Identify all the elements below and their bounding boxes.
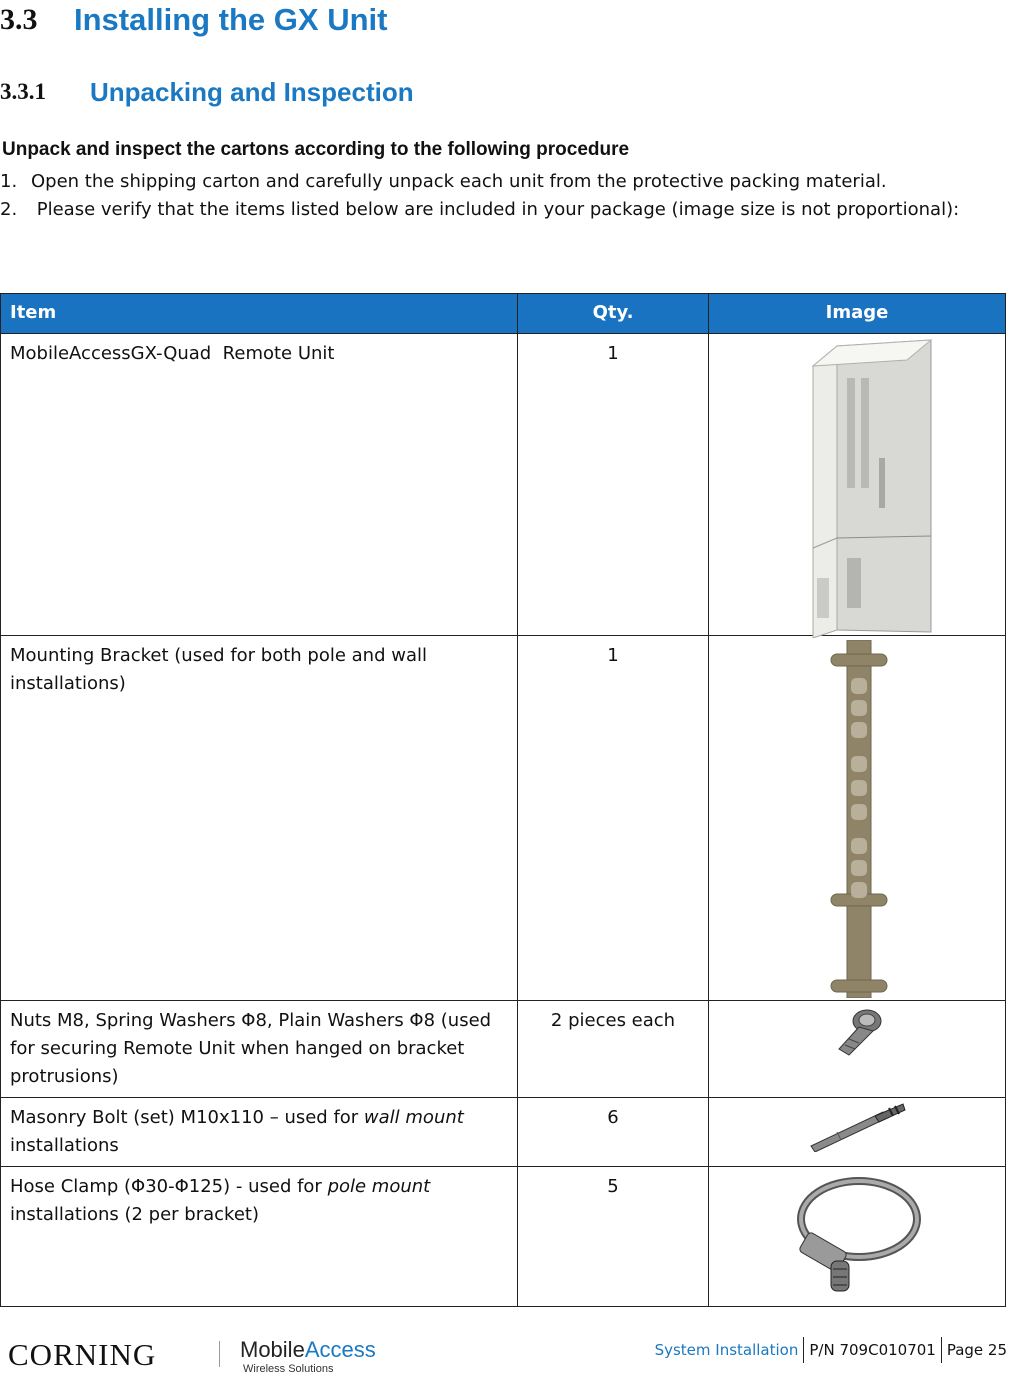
qty-cell: 2 pieces each	[518, 1001, 709, 1098]
image-cell	[709, 636, 1006, 1001]
step-number: 1.	[0, 171, 18, 192]
procedure-steps	[0, 168, 990, 224]
item-cell	[1, 1167, 518, 1307]
hose-clamp-image	[791, 1171, 923, 1299]
table-row	[1, 334, 1006, 636]
logo-subtitle: Wireless Solutions	[243, 1363, 334, 1375]
package-contents-table	[0, 293, 1006, 1307]
corning-logo: CORNING	[8, 1337, 157, 1372]
image-cell	[709, 1167, 1006, 1307]
masonry-bolt-image	[807, 1102, 907, 1152]
header-image: Image	[709, 294, 1006, 334]
procedure-step	[0, 168, 990, 196]
procedure-step	[0, 196, 990, 224]
header-qty: Qty.	[518, 294, 709, 334]
logo-accent-text: Access	[304, 1337, 376, 1362]
item-cell: MobileAccessGX-Quad Remote Unit	[1, 334, 518, 636]
footer-page-number: Page 25	[946, 1341, 1007, 1359]
procedure-intro: Unpack and inspect the cartons according to the following procedure	[2, 139, 630, 160]
table-header-row	[1, 294, 1006, 334]
qty-cell: 1	[518, 334, 709, 636]
logo-main-text: Mobile	[240, 1337, 305, 1362]
remote-unit-image	[807, 338, 937, 638]
item-text: installations (2 per bracket)	[10, 1204, 259, 1225]
table-row	[1, 1167, 1006, 1307]
section-number: 3.3	[0, 3, 38, 36]
item-text: Masonry Bolt (set) M10x110 – used for	[10, 1107, 364, 1128]
qty-cell: 1	[518, 636, 709, 1001]
table-row	[1, 1098, 1006, 1167]
footer-part-number: P/N 709C010701	[804, 1337, 941, 1363]
table-row	[1, 636, 1006, 1001]
subsection-number: 3.3.1	[0, 79, 46, 104]
header-item: Item	[1, 294, 518, 334]
mobileaccess-logo	[240, 1337, 376, 1363]
image-cell	[709, 1098, 1006, 1167]
item-text: installations	[10, 1135, 119, 1156]
step-text: Open the shipping carton and carefully unpack each unit from the protective packing material.	[31, 171, 887, 192]
item-cell	[1, 1098, 518, 1167]
item-emphasis: wall mount	[363, 1107, 464, 1128]
nut-washer-image	[833, 1007, 883, 1059]
section-heading	[0, 0, 387, 40]
item-text: Hose Clamp (Φ30-Φ125) - used for	[10, 1176, 328, 1197]
mounting-bracket-image	[829, 640, 889, 998]
section-title: Installing the GX Unit	[74, 2, 388, 37]
item-cell: Mounting Bracket (used for both pole and wall installations)	[1, 636, 518, 1001]
subsection-heading	[0, 74, 414, 110]
footer-section-label: System Installation	[650, 1337, 805, 1363]
step-number: 2.	[0, 199, 18, 220]
image-cell	[709, 334, 1006, 636]
item-cell: Nuts M8, Spring Washers Φ8, Plain Washers Φ8 (used for securing Remote Unit when hanged on bracket protrusions)	[1, 1001, 518, 1098]
qty-cell: 6	[518, 1098, 709, 1167]
page-footer	[0, 1333, 1012, 1377]
image-cell	[709, 1001, 1006, 1098]
subsection-title: Unpacking and Inspection	[90, 76, 414, 107]
logo-divider	[219, 1341, 220, 1367]
footer-info	[650, 1337, 1012, 1363]
item-emphasis: pole mount	[327, 1176, 431, 1197]
table-row	[1, 1001, 1006, 1098]
qty-cell: 5	[518, 1167, 709, 1307]
step-text: Please verify that the items listed below are included in your package (image size is not proportional):	[31, 199, 960, 220]
